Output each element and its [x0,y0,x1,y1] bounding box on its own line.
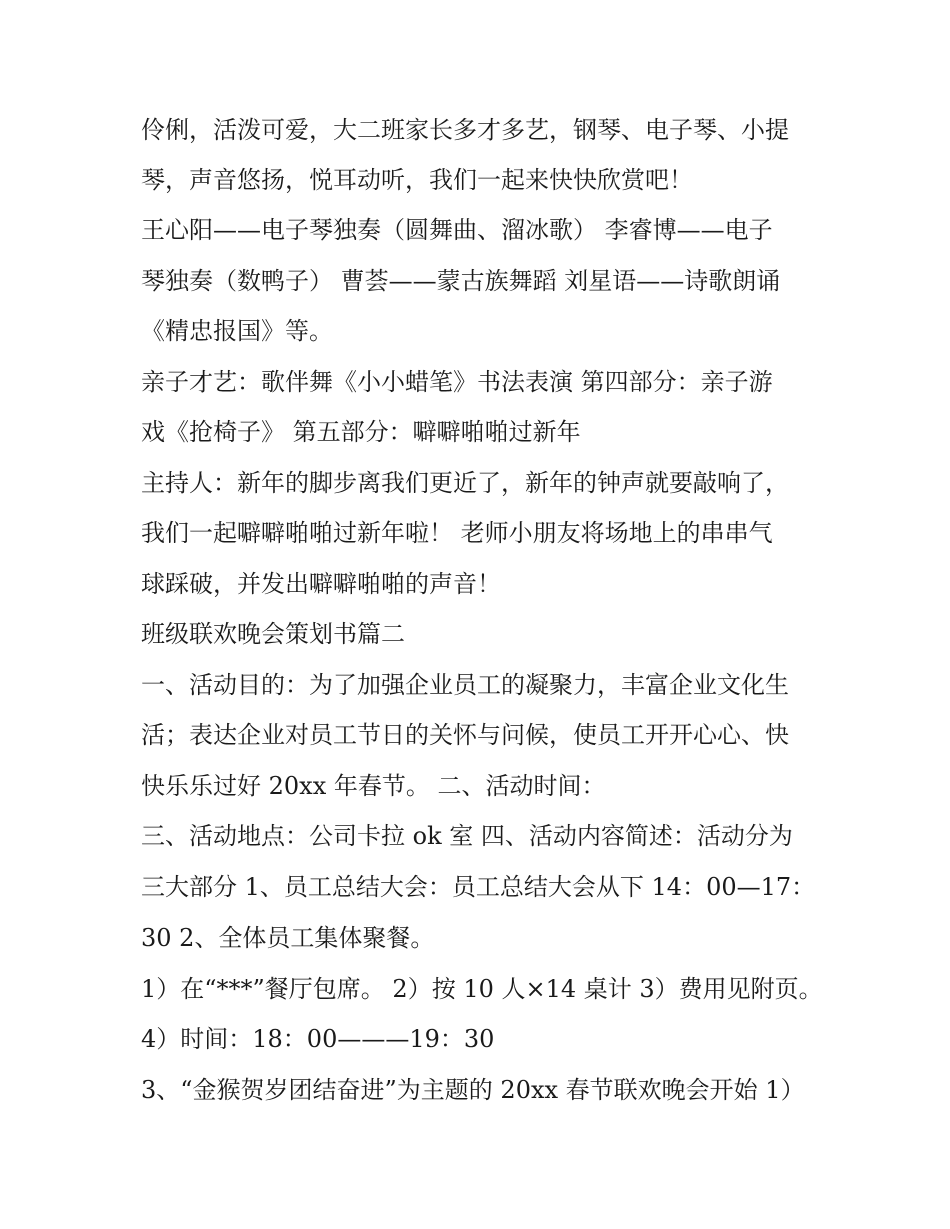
text-line: 三大部分 1、员工总结大会：员工总结大会从下 14：00—17： [141,873,816,901]
text-line: 《精忠报国》等。 [141,317,333,345]
text-line: 3、“金猴贺岁团结奋进”为主题的 20xx 春节联欢晚会开始 1） [141,1076,805,1104]
text-line: 琴独奏（数鸭子） 曹荟——蒙古族舞蹈 刘星语——诗歌朗诵 [141,267,781,295]
text-line: 4）时间：18：00———19：30 [141,1025,495,1053]
text-line: 30 2、全体员工集体聚餐。 [141,924,435,952]
text-line: 1）在“***”餐厅包席。 2）按 10 人×14 桌计 3）费用见附页。 [141,975,823,1003]
text-line: 主持人：新年的脚步离我们更近了，新年的钟声就要敲响了， [141,469,789,497]
text-line: 快乐乐过好 20xx 年春节。 二、活动时间： [141,772,606,800]
text-line: 戏《抢椅子》 第五部分：噼噼啪啪过新年 [141,418,581,446]
text-line: 球踩破，并发出噼噼啪啪的声音！ [141,570,501,598]
text-line: 琴，声音悠扬，悦耳动听，我们一起来快快欣赏吧！ [141,166,693,194]
text-line: 王心阳——电子琴独奏（圆舞曲、溜冰歌） 李睿博——电子 [141,216,773,244]
text-line: 一、活动目的：为了加强企业员工的凝聚力，丰富企业文化生 [141,671,789,699]
text-line: 我们一起噼噼啪啪过新年啦！ 老师小朋友将场地上的串串气 [141,519,773,547]
text-line: 活；表达企业对员工节日的关怀与问候，使员工开开心心、快 [141,721,789,749]
section-heading: 班级联欢晚会策划书篇二 [141,620,405,648]
text-line: 伶俐，活泼可爱，大二班家长多才多艺，钢琴、电子琴、小提 [141,116,789,144]
text-line: 三、活动地点：公司卡拉 ok 室 四、活动内容简述：活动分为 [141,822,793,850]
text-line: 亲子才艺：歌伴舞《小小蜡笔》书法表演 第四部分：亲子游 [141,368,773,396]
